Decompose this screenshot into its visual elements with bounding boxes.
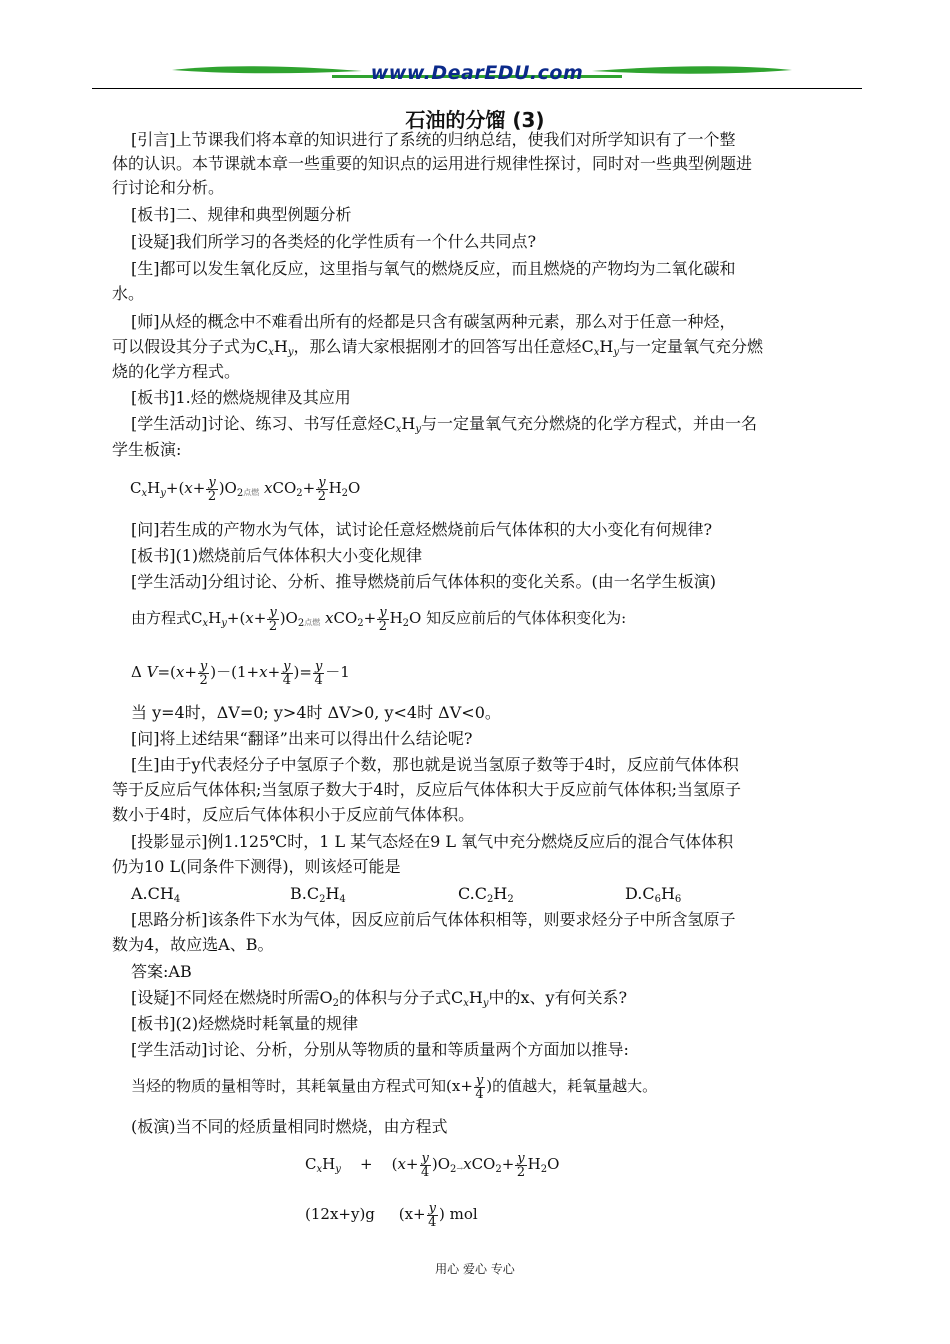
text-line: [思路分析]该条件下水为气体，因反应前后气体体积相等，则要求烃分子中所含氢原子	[131, 910, 736, 929]
text-line: [师]从烃的概念中不难看出所有的烃都是只含有碳氢两种元素，那么对于任意一种烃，	[131, 312, 736, 331]
reaction-condition: 点燃	[243, 488, 260, 497]
equation-moles: (12x+y)g (x+ $\frac{y}{4}$ ) mol	[305, 1200, 478, 1230]
text-line: [学生活动]讨论、练习、书写任意烃$C_xH_y$与一定量氧气充分燃烧的化学方程式，并由一名	[131, 414, 757, 435]
answer: 答案:AB	[131, 962, 192, 981]
text-line: [板书]1.烃的燃烧规律及其应用	[131, 388, 351, 407]
text-line: [设疑]我们所学习的各类烃的化学性质有一个什么共同点?	[131, 232, 537, 251]
equation-mass: $C_xH_y$ + (x+ $\frac{y}{4}$ )$O_2\to xCO_2+$ $\frac{y}{2}$ $H_2O$	[305, 1150, 560, 1180]
text-line: [学生活动]讨论、分析，分别从等物质的量和等质量两个方面加以推导:	[131, 1040, 629, 1059]
option-a: $A.CH_4$	[131, 884, 181, 905]
text-line: [板书](1)燃烧前后气体体积大小变化规律	[131, 546, 423, 565]
text-line: [问]若生成的产物水为气体，试讨论任意烃燃烧前后气体体积的大小变化有何规律?	[131, 520, 713, 539]
text-line: (板演)当不同的烃质量相同时燃烧，由方程式	[131, 1117, 448, 1136]
text-line: 仍为10 L(同条件下测得)，则该烃可能是	[112, 857, 401, 876]
text-segment: 可以假设其分子式为C	[112, 337, 269, 356]
text-line: [投影显示]例1.125℃时，1 L 某气态烃在9 L 氧气中充分燃烧反应后的混合气体体积	[131, 832, 734, 851]
text-segment: 与一定量氧气充分燃	[619, 337, 764, 356]
equation-delta-v: Δ V=(x+ $\frac{y}{2}$ )－(1+x+ $\frac{y}{4}$ )= $\frac{y}{4}$ －1	[131, 658, 350, 688]
fraction: $\frac{y}{2}$	[317, 474, 327, 504]
equation-inline: 由方程式$C_xH_y+(x+$ $\frac{y}{2}$ )$O_2$点燃 xCO$_2$+ $\frac{y}{2}$ $H_2O$ 知反应前后的气体体积变化为:	[131, 604, 627, 634]
text-line: 可以假设其分子式为$C_xH_y$，那么请大家根据刚才的回答写出任意烃$C_xH_y$与一定量氧气充分燃	[112, 337, 764, 358]
text-line: [学生活动]分组讨论、分析、推导燃烧前后气体体积的变化关系。(由一名学生板演)	[131, 572, 716, 591]
equation-combustion: $C_xH_y+(x+$ $\frac{y}{2}$ )$O_2$点燃 xCO$_2$+ $\frac{y}{2}$ $H_2O$	[130, 474, 361, 504]
header-divider	[92, 88, 862, 89]
text-line: 体的认识。本节课就本章一些重要的知识点的运用进行规律性探讨，同时对一些典型例题进	[112, 154, 753, 173]
site-logo[interactable]: www.DearEDU.com	[370, 62, 584, 84]
text-line: 学生板演:	[112, 440, 182, 459]
text-line: [设疑]不同烃在燃烧时所需$O_2$的体积与分子式$C_xH_y$中的x、y有何关系?	[131, 988, 628, 1009]
fraction: $\frac{y}{2}$	[207, 474, 217, 504]
text-line: [板书](2)烃燃烧时耗氧量的规律	[131, 1014, 359, 1033]
site-header	[92, 58, 862, 92]
text-line: 数为4，故应选A、B。	[112, 935, 274, 954]
text-line: [引言]上节课我们将本章的知识进行了系统的归纳总结，使我们对所学知识有了一个整	[131, 130, 736, 149]
text-segment: 与一定量氧气充分燃烧的化学方程式，并由一名	[420, 414, 757, 433]
text-line: 数小于4时，反应后气体体积小于反应前气体体积。	[112, 805, 475, 824]
text-line: 等于反应后气体体积;当氢原子数大于4时，反应后气体体积大于反应前气体体积;当氢原子	[112, 780, 741, 799]
text-segment: 知反应前后的气体体积变化为:	[426, 609, 627, 627]
text-segment: 由方程式C	[131, 609, 203, 627]
text-segment: [学生活动]讨论、练习、书写任意烃C	[131, 414, 396, 433]
text-line: [问]将上述结果“翻译”出来可以得出什么结论呢?	[131, 729, 473, 748]
text-line: 烧的化学方程式。	[112, 362, 241, 381]
text-line: 行讨论和分析。	[112, 178, 225, 197]
page-title: 石油的分馏 (3)	[405, 108, 545, 132]
text-line: [生]由于y代表烃分子中氢原子个数，那也就是说当氢原子数等于4时，反应前气体体积	[131, 755, 739, 774]
text-line: 水。	[112, 284, 145, 303]
text-line: 当 y=4时，ΔV=0; y>4时 ΔV>0, y<4时 ΔV<0。	[131, 703, 501, 722]
text-segment: ，那么请大家根据刚才的回答写出任意烃C	[293, 337, 594, 356]
option-d: $D.C_6H_6$	[625, 884, 682, 905]
option-b: $B.C_2H_4$	[290, 884, 346, 905]
page-footer: 用心 爱心 专心	[435, 1262, 515, 1276]
text-line: 当烃的物质的量相等时，其耗氧量由方程式可知(x+ $\frac{y}{4}$ )的值越大，耗氧量越大。	[131, 1072, 658, 1102]
option-c: $C.C_2H_2$	[458, 884, 514, 905]
text-line: [生]都可以发生氧化反应，这里指与氧气的燃烧反应，而且燃烧的产物均为二氧化碳和	[131, 259, 736, 278]
text-line: [板书]二、规律和典型例题分析	[131, 205, 352, 224]
